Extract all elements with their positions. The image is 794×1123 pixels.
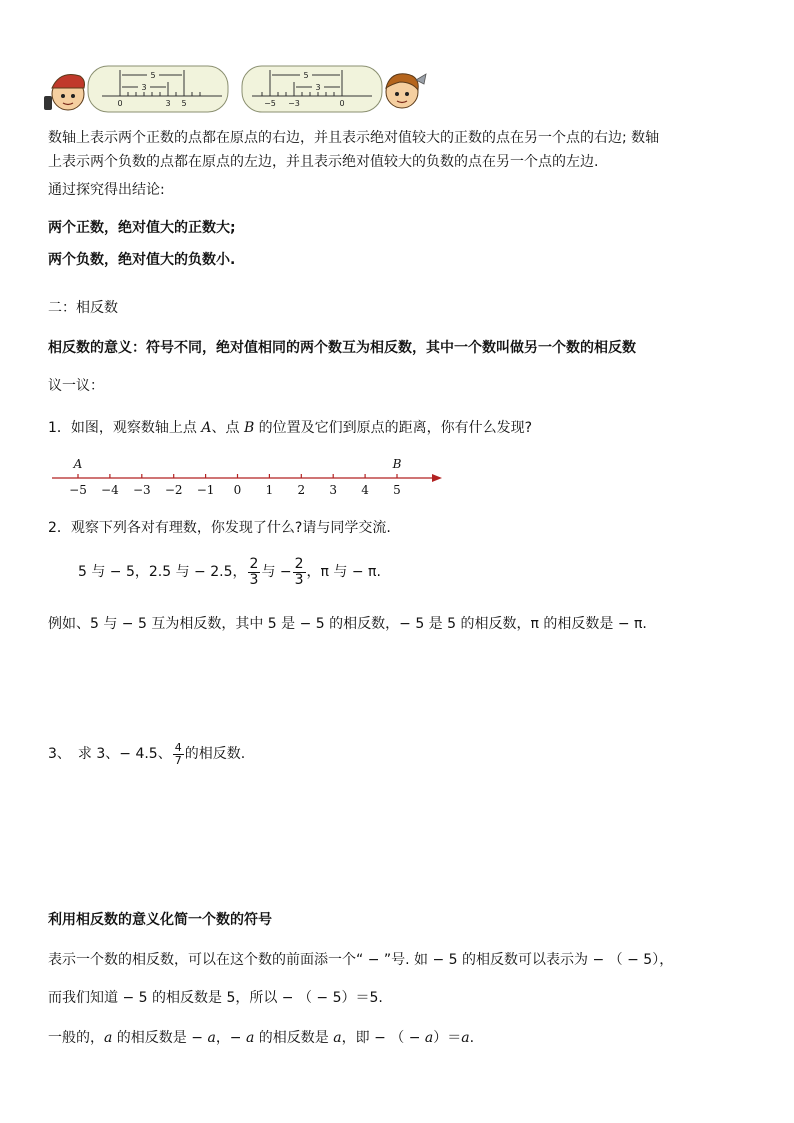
line3-mid-3: 的相反数是 bbox=[254, 1030, 334, 1046]
discuss-label: 议一议： bbox=[48, 378, 104, 394]
number-line-tick-label: −5 bbox=[69, 483, 87, 497]
question-3-post: 的相反数. bbox=[184, 746, 246, 762]
question-2: 2．观察下列各对有理数，你发现了什么?请与同学交流. bbox=[48, 520, 391, 536]
conclusion-positive: 两个正数，绝对值大的正数大; bbox=[48, 220, 236, 236]
line3-end: . bbox=[469, 1030, 475, 1046]
number-line-tick-label: 1 bbox=[265, 483, 274, 497]
number-line-tick-label: 5 bbox=[393, 483, 401, 497]
conclusion-intro: 通过探究得出结论: bbox=[48, 182, 165, 198]
fraction-3-denominator: 7 bbox=[174, 753, 182, 767]
line3-mid-1: 的相反数是 − bbox=[112, 1030, 208, 1046]
right-panel-distance-5: 5 bbox=[303, 71, 309, 80]
right-panel-distance-3: 3 bbox=[315, 83, 321, 92]
question-3 bbox=[48, 734, 245, 774]
right-panel-tick-0: 0 bbox=[339, 99, 345, 108]
fraction-1-numerator: 2 bbox=[249, 555, 259, 572]
pairs-text-yu: 与 − bbox=[261, 564, 292, 580]
question-1-point-a: A bbox=[201, 420, 212, 436]
simplify-line-1: 表示一个数的相反数，可以在这个数的前面添一个“ − ”号. 如 − 5 的相反数可以表示为 − （ − 5）， bbox=[48, 952, 674, 968]
simplify-line-3 bbox=[48, 1028, 474, 1048]
conclusion-negative: 两个负数，绝对值大的负数小. bbox=[48, 252, 236, 268]
number-line-tick-label: −2 bbox=[164, 483, 183, 497]
line3-pre: 一般的， bbox=[48, 1030, 104, 1046]
question-1-point-b: B bbox=[243, 420, 255, 436]
left-panel-distance-5: 5 bbox=[150, 71, 156, 80]
fraction-3-numerator: 4 bbox=[174, 740, 182, 754]
fraction-two-thirds bbox=[248, 557, 261, 588]
number-line-tick-label: −3 bbox=[132, 483, 151, 497]
pairs-text-2: ，π 与 − π. bbox=[306, 564, 381, 580]
number-line-tick-label: −1 bbox=[196, 483, 215, 497]
number-line-tick-label: 4 bbox=[361, 483, 369, 497]
fraction-2-denominator: 3 bbox=[294, 571, 304, 588]
line3-mid-2: ，− bbox=[215, 1030, 246, 1046]
left-panel-tick-3: 3 bbox=[165, 99, 171, 108]
left-panel-distance-3: 3 bbox=[141, 83, 147, 92]
question-1-post: 的位置及它们到原点的距离，你有什么发现? bbox=[254, 420, 533, 436]
var-a-2: a bbox=[207, 1030, 216, 1046]
girl-character-right-icon bbox=[386, 74, 426, 108]
line3-mid-5: ）＝ bbox=[433, 1030, 462, 1046]
number-line-arrow-icon bbox=[432, 474, 442, 482]
var-a-6: a bbox=[461, 1030, 470, 1046]
fraction-2-numerator: 2 bbox=[294, 555, 304, 572]
comparison-line-1: 数轴上表示两个正数的点都在原点的右边，并且表示绝对值较大的正数的点在另一个点的右边; 数轴 bbox=[48, 130, 660, 146]
number-line-tick-label: 3 bbox=[329, 483, 338, 497]
example-text: 例如、5 与 − 5 互为相反数，其中 5 是 − 5 的相反数，− 5 是 5 的相反数，π 的相反数是 − π. bbox=[48, 616, 647, 632]
fraction-four-sevenths bbox=[173, 742, 184, 767]
simplify-heading: 利用相反数的意义化简一个数的符号 bbox=[48, 912, 272, 928]
question-1-pre: 1．如图，观察数轴上点 bbox=[48, 420, 202, 436]
question-1-mid: 、点 bbox=[211, 420, 244, 436]
left-panel-tick-5: 5 bbox=[181, 99, 187, 108]
number-line-figure bbox=[48, 454, 448, 500]
var-a-3: a bbox=[246, 1030, 255, 1046]
line3-mid-4: ，即 − （ − bbox=[341, 1030, 425, 1046]
fraction-1-denominator: 3 bbox=[249, 571, 259, 588]
number-line-point-a: A bbox=[73, 457, 83, 471]
var-a-5: a bbox=[424, 1030, 434, 1046]
opposite-number-definition: 相反数的意义：符号不同，绝对值相同的两个数互为相反数，其中一个数叫做另一个数的相反数 bbox=[48, 340, 636, 356]
simplify-line-2: 而我们知道 − 5 的相反数是 5，所以 − （ − 5）＝5. bbox=[48, 990, 383, 1006]
opposite-pairs bbox=[78, 552, 381, 592]
right-panel-tick-neg3: −3 bbox=[288, 99, 300, 108]
right-panel-tick-neg5: −5 bbox=[264, 99, 276, 108]
number-line-tick-label: −4 bbox=[101, 483, 119, 497]
number-line-point-b: B bbox=[392, 457, 402, 471]
illustration-panels bbox=[40, 58, 430, 120]
fraction-neg-two-thirds bbox=[293, 557, 306, 588]
left-panel-tick-0: 0 bbox=[117, 99, 123, 108]
number-line-tick-label: 0 bbox=[233, 483, 242, 497]
var-a-1: a bbox=[104, 1030, 113, 1046]
question-1 bbox=[48, 418, 532, 438]
var-a-4: a bbox=[333, 1030, 342, 1046]
section-two-heading: 二：相反数 bbox=[48, 300, 118, 316]
question-3-pre: 3、 求 3、− 4.5、 bbox=[48, 746, 172, 762]
comparison-line-2: 上表示两个负数的点都在原点的左边，并且表示绝对值较大的负数的点在另一个点的左边. bbox=[48, 154, 599, 170]
pairs-text-1: 5 与 − 5，2.5 与 − 2.5， bbox=[78, 564, 247, 580]
number-line-tick-label: 2 bbox=[297, 483, 306, 497]
boy-character-left-icon bbox=[44, 75, 85, 111]
